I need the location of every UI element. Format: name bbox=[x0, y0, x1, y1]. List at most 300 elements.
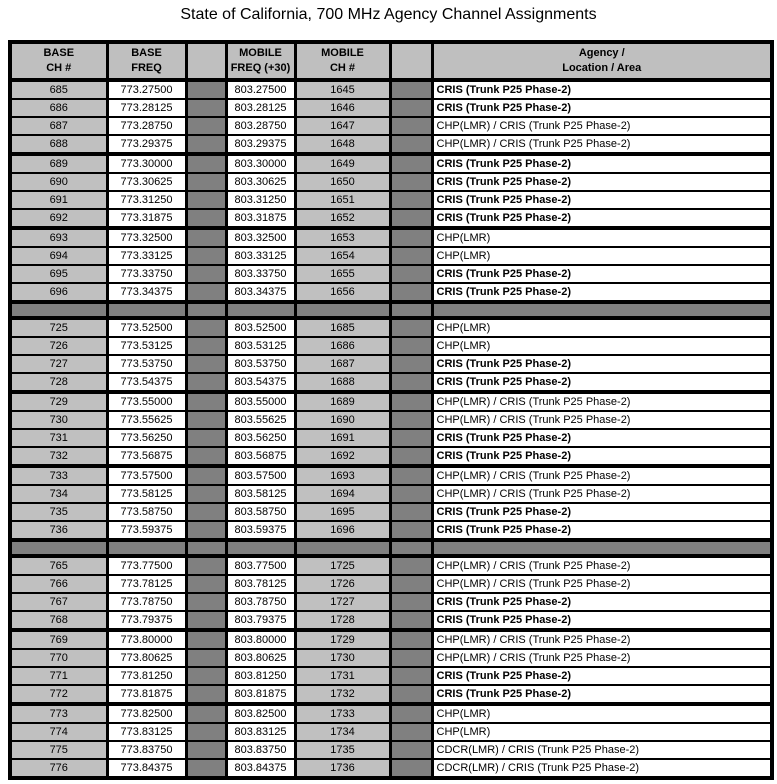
mobile-ch-cell: 1732 bbox=[295, 685, 390, 704]
column-header-base-freq bbox=[107, 42, 186, 80]
agency-cell: CRIS (Trunk P25 Phase-2) bbox=[432, 611, 772, 630]
base-ch-cell: 775 bbox=[10, 741, 107, 759]
mobile-freq-cell: 803.34375 bbox=[226, 283, 295, 302]
base-ch-cell: 728 bbox=[10, 373, 107, 392]
spacer-cell bbox=[390, 191, 432, 209]
agency-cell: CDCR(LMR) / CRIS (Trunk P25 Phase-2) bbox=[432, 741, 772, 759]
mobile-ch-cell: 1727 bbox=[295, 593, 390, 611]
base-ch-cell: 770 bbox=[10, 649, 107, 667]
spacer-cell bbox=[390, 575, 432, 593]
agency-cell: CHP(LMR) bbox=[432, 723, 772, 741]
mobile-ch-cell: 1725 bbox=[295, 556, 390, 575]
base-freq-cell: 773.27500 bbox=[107, 80, 186, 99]
spacer-cell bbox=[186, 411, 226, 429]
spacer-cell bbox=[186, 80, 226, 99]
page-title: State of California, 700 MHz Agency Channel Assignments bbox=[180, 6, 597, 23]
mobile-ch-cell: 1734 bbox=[295, 723, 390, 741]
mobile-freq-cell: 803.30625 bbox=[226, 173, 295, 191]
spacer-cell bbox=[186, 154, 226, 173]
channel-row bbox=[10, 503, 772, 521]
mobile-ch-cell: 1651 bbox=[295, 191, 390, 209]
channel-row bbox=[10, 283, 772, 302]
agency-cell: CHP(LMR) bbox=[432, 704, 772, 723]
agency-cell: CHP(LMR) / CRIS (Trunk P25 Phase-2) bbox=[432, 135, 772, 154]
separator-cell bbox=[432, 540, 772, 556]
base-freq-cell: 773.30625 bbox=[107, 173, 186, 191]
base-freq-cell: 773.77500 bbox=[107, 556, 186, 575]
agency-cell: CRIS (Trunk P25 Phase-2) bbox=[432, 80, 772, 99]
mobile-ch-cell: 1647 bbox=[295, 117, 390, 135]
separator-cell bbox=[10, 302, 107, 318]
channel-row bbox=[10, 575, 772, 593]
spacer-cell bbox=[186, 247, 226, 265]
base-freq-cell: 773.55625 bbox=[107, 411, 186, 429]
channel-row bbox=[10, 265, 772, 283]
mobile-ch-cell: 1695 bbox=[295, 503, 390, 521]
channel-row bbox=[10, 630, 772, 649]
base-freq-cell: 773.33750 bbox=[107, 265, 186, 283]
base-freq-cell: 773.56250 bbox=[107, 429, 186, 447]
spacer-cell bbox=[390, 685, 432, 704]
base-freq-cell: 773.59375 bbox=[107, 521, 186, 540]
separator-cell bbox=[295, 302, 390, 318]
channel-row bbox=[10, 228, 772, 247]
spacer-cell bbox=[390, 429, 432, 447]
spacer-cell bbox=[186, 723, 226, 741]
channel-row bbox=[10, 411, 772, 429]
separator-row bbox=[10, 540, 772, 556]
spacer-cell bbox=[186, 265, 226, 283]
channel-row bbox=[10, 191, 772, 209]
channel-row bbox=[10, 99, 772, 117]
spacer-cell bbox=[390, 667, 432, 685]
channel-row bbox=[10, 80, 772, 99]
spacer-cell bbox=[390, 611, 432, 630]
spacer-cell bbox=[186, 704, 226, 723]
mobile-freq-cell: 803.56875 bbox=[226, 447, 295, 466]
base-ch-cell: 691 bbox=[10, 191, 107, 209]
agency-cell: CRIS (Trunk P25 Phase-2) bbox=[432, 209, 772, 228]
channel-row bbox=[10, 611, 772, 630]
header-line: BASE bbox=[43, 47, 75, 59]
base-ch-cell: 771 bbox=[10, 667, 107, 685]
spacer-cell bbox=[186, 649, 226, 667]
mobile-ch-cell: 1687 bbox=[295, 355, 390, 373]
base-ch-cell: 689 bbox=[10, 154, 107, 173]
channel-row bbox=[10, 209, 772, 228]
mobile-freq-cell: 803.58750 bbox=[226, 503, 295, 521]
base-ch-cell: 729 bbox=[10, 392, 107, 411]
agency-cell: CRIS (Trunk P25 Phase-2) bbox=[432, 265, 772, 283]
spacer-cell bbox=[186, 503, 226, 521]
base-freq-cell: 773.81250 bbox=[107, 667, 186, 685]
spacer-cell bbox=[186, 741, 226, 759]
base-freq-cell: 773.53750 bbox=[107, 355, 186, 373]
base-ch-cell: 725 bbox=[10, 318, 107, 337]
channel-row bbox=[10, 247, 772, 265]
spacer-cell bbox=[390, 593, 432, 611]
mobile-ch-cell: 1733 bbox=[295, 704, 390, 723]
agency-cell: CRIS (Trunk P25 Phase-2) bbox=[432, 429, 772, 447]
channel-row bbox=[10, 373, 772, 392]
header-line: MOBILE bbox=[239, 47, 282, 59]
channel-row bbox=[10, 667, 772, 685]
mobile-freq-cell: 803.55000 bbox=[226, 392, 295, 411]
base-freq-cell: 773.58750 bbox=[107, 503, 186, 521]
mobile-freq-cell: 803.53125 bbox=[226, 337, 295, 355]
base-freq-cell: 773.84375 bbox=[107, 759, 186, 778]
header-line: Agency / bbox=[578, 47, 625, 59]
mobile-ch-cell: 1656 bbox=[295, 283, 390, 302]
spacer-cell bbox=[186, 373, 226, 392]
spacer-cell bbox=[390, 209, 432, 228]
agency-cell: CRIS (Trunk P25 Phase-2) bbox=[432, 521, 772, 540]
agency-cell: CHP(LMR) / CRIS (Trunk P25 Phase-2) bbox=[432, 392, 772, 411]
channel-row bbox=[10, 337, 772, 355]
mobile-ch-cell: 1648 bbox=[295, 135, 390, 154]
spacer-cell bbox=[390, 630, 432, 649]
base-ch-cell: 734 bbox=[10, 485, 107, 503]
separator-cell bbox=[186, 302, 226, 318]
mobile-ch-cell: 1731 bbox=[295, 667, 390, 685]
table-header-row bbox=[10, 42, 772, 80]
spacer-cell bbox=[186, 611, 226, 630]
agency-cell: CHP(LMR) bbox=[432, 247, 772, 265]
mobile-ch-cell: 1655 bbox=[295, 265, 390, 283]
spacer-cell bbox=[390, 411, 432, 429]
mobile-freq-cell: 803.78750 bbox=[226, 593, 295, 611]
mobile-freq-cell: 803.31875 bbox=[226, 209, 295, 228]
channel-row bbox=[10, 173, 772, 191]
base-ch-cell: 730 bbox=[10, 411, 107, 429]
separator-row bbox=[10, 302, 772, 318]
base-ch-cell: 692 bbox=[10, 209, 107, 228]
spacer-cell bbox=[186, 191, 226, 209]
mobile-freq-cell: 803.55625 bbox=[226, 411, 295, 429]
header-line: CH # bbox=[329, 62, 356, 74]
base-freq-cell: 773.80625 bbox=[107, 649, 186, 667]
agency-cell: CHP(LMR) / CRIS (Trunk P25 Phase-2) bbox=[432, 485, 772, 503]
base-freq-cell: 773.32500 bbox=[107, 228, 186, 247]
base-freq-cell: 773.78125 bbox=[107, 575, 186, 593]
spacer-cell bbox=[390, 649, 432, 667]
base-ch-cell: 731 bbox=[10, 429, 107, 447]
agency-cell: CHP(LMR) / CRIS (Trunk P25 Phase-2) bbox=[432, 466, 772, 485]
mobile-freq-cell: 803.54375 bbox=[226, 373, 295, 392]
table-body bbox=[10, 80, 772, 778]
channel-row bbox=[10, 741, 772, 759]
spacer-cell bbox=[390, 337, 432, 355]
spacer-cell bbox=[186, 429, 226, 447]
spacer-cell bbox=[186, 667, 226, 685]
base-freq-cell: 773.58125 bbox=[107, 485, 186, 503]
mobile-ch-cell: 1688 bbox=[295, 373, 390, 392]
agency-cell: CRIS (Trunk P25 Phase-2) bbox=[432, 283, 772, 302]
spacer-cell bbox=[390, 704, 432, 723]
base-freq-cell: 773.83750 bbox=[107, 741, 186, 759]
spacer-cell bbox=[390, 228, 432, 247]
agency-cell: CRIS (Trunk P25 Phase-2) bbox=[432, 593, 772, 611]
mobile-freq-cell: 803.83125 bbox=[226, 723, 295, 741]
mobile-freq-cell: 803.80000 bbox=[226, 630, 295, 649]
spacer-cell bbox=[186, 759, 226, 778]
agency-cell: CHP(LMR) / CRIS (Trunk P25 Phase-2) bbox=[432, 630, 772, 649]
base-ch-cell: 774 bbox=[10, 723, 107, 741]
spacer-cell bbox=[186, 447, 226, 466]
mobile-freq-cell: 803.84375 bbox=[226, 759, 295, 778]
mobile-freq-cell: 803.58125 bbox=[226, 485, 295, 503]
mobile-freq-cell: 803.81875 bbox=[226, 685, 295, 704]
mobile-freq-cell: 803.56250 bbox=[226, 429, 295, 447]
agency-cell: CRIS (Trunk P25 Phase-2) bbox=[432, 667, 772, 685]
spacer-cell bbox=[186, 593, 226, 611]
mobile-freq-cell: 803.78125 bbox=[226, 575, 295, 593]
base-freq-cell: 773.78750 bbox=[107, 593, 186, 611]
channel-row bbox=[10, 117, 772, 135]
base-ch-cell: 685 bbox=[10, 80, 107, 99]
base-ch-cell: 768 bbox=[10, 611, 107, 630]
mobile-freq-cell: 803.30000 bbox=[226, 154, 295, 173]
mobile-freq-cell: 803.59375 bbox=[226, 521, 295, 540]
header-line: FREQ (+30) bbox=[230, 62, 291, 74]
channel-row bbox=[10, 723, 772, 741]
separator-cell bbox=[186, 540, 226, 556]
spacer-cell bbox=[390, 247, 432, 265]
base-ch-cell: 688 bbox=[10, 135, 107, 154]
separator-cell bbox=[295, 540, 390, 556]
base-ch-cell: 766 bbox=[10, 575, 107, 593]
agency-cell: CHP(LMR) bbox=[432, 337, 772, 355]
spacer-cell bbox=[186, 556, 226, 575]
base-freq-cell: 773.81875 bbox=[107, 685, 186, 704]
mobile-ch-cell: 1726 bbox=[295, 575, 390, 593]
channel-row bbox=[10, 556, 772, 575]
agency-cell: CRIS (Trunk P25 Phase-2) bbox=[432, 355, 772, 373]
agency-cell: CHP(LMR) bbox=[432, 318, 772, 337]
base-freq-cell: 773.80000 bbox=[107, 630, 186, 649]
spacer-cell bbox=[390, 556, 432, 575]
agency-cell: CRIS (Trunk P25 Phase-2) bbox=[432, 191, 772, 209]
mobile-freq-cell: 803.77500 bbox=[226, 556, 295, 575]
mobile-ch-cell: 1649 bbox=[295, 154, 390, 173]
spacer-cell bbox=[390, 741, 432, 759]
mobile-freq-cell: 803.80625 bbox=[226, 649, 295, 667]
mobile-freq-cell: 803.52500 bbox=[226, 318, 295, 337]
header-line: Location / Area bbox=[562, 62, 642, 74]
mobile-ch-cell: 1692 bbox=[295, 447, 390, 466]
base-ch-cell: 726 bbox=[10, 337, 107, 355]
base-freq-cell: 773.53125 bbox=[107, 337, 186, 355]
base-ch-cell: 772 bbox=[10, 685, 107, 704]
header-line: CH # bbox=[46, 62, 72, 74]
agency-cell: CRIS (Trunk P25 Phase-2) bbox=[432, 685, 772, 704]
channel-row bbox=[10, 704, 772, 723]
mobile-ch-cell: 1728 bbox=[295, 611, 390, 630]
base-ch-cell: 776 bbox=[10, 759, 107, 778]
base-ch-cell: 690 bbox=[10, 173, 107, 191]
separator-cell bbox=[226, 302, 295, 318]
agency-cell: CRIS (Trunk P25 Phase-2) bbox=[432, 503, 772, 521]
separator-cell bbox=[10, 540, 107, 556]
mobile-freq-cell: 803.28750 bbox=[226, 117, 295, 135]
spacer-cell bbox=[390, 173, 432, 191]
mobile-ch-cell: 1685 bbox=[295, 318, 390, 337]
spacer-cell bbox=[390, 135, 432, 154]
channel-row bbox=[10, 593, 772, 611]
base-freq-cell: 773.30000 bbox=[107, 154, 186, 173]
mobile-ch-cell: 1653 bbox=[295, 228, 390, 247]
base-freq-cell: 773.29375 bbox=[107, 135, 186, 154]
agency-cell: CHP(LMR) / CRIS (Trunk P25 Phase-2) bbox=[432, 411, 772, 429]
spacer-cell bbox=[390, 99, 432, 117]
spacer-cell bbox=[186, 228, 226, 247]
agency-cell: CRIS (Trunk P25 Phase-2) bbox=[432, 154, 772, 173]
channel-row bbox=[10, 466, 772, 485]
spacer-cell bbox=[186, 630, 226, 649]
mobile-ch-cell: 1696 bbox=[295, 521, 390, 540]
spacer-cell bbox=[186, 337, 226, 355]
agency-cell: CDCR(LMR) / CRIS (Trunk P25 Phase-2) bbox=[432, 759, 772, 778]
base-freq-cell: 773.79375 bbox=[107, 611, 186, 630]
column-header-mobile-freq bbox=[226, 42, 295, 80]
spacer-cell bbox=[186, 485, 226, 503]
mobile-freq-cell: 803.28125 bbox=[226, 99, 295, 117]
spacer-cell bbox=[186, 135, 226, 154]
spacer-cell bbox=[186, 173, 226, 191]
separator-cell bbox=[390, 540, 432, 556]
base-freq-cell: 773.28750 bbox=[107, 117, 186, 135]
base-ch-cell: 733 bbox=[10, 466, 107, 485]
mobile-freq-cell: 803.32500 bbox=[226, 228, 295, 247]
column-header-agency bbox=[432, 42, 772, 80]
spacer-cell bbox=[390, 466, 432, 485]
base-ch-cell: 695 bbox=[10, 265, 107, 283]
base-freq-cell: 773.33125 bbox=[107, 247, 186, 265]
spacer-cell bbox=[390, 485, 432, 503]
mobile-freq-cell: 803.33750 bbox=[226, 265, 295, 283]
mobile-ch-cell: 1730 bbox=[295, 649, 390, 667]
mobile-ch-cell: 1646 bbox=[295, 99, 390, 117]
mobile-freq-cell: 803.29375 bbox=[226, 135, 295, 154]
spacer-cell bbox=[186, 355, 226, 373]
mobile-ch-cell: 1654 bbox=[295, 247, 390, 265]
base-freq-cell: 773.57500 bbox=[107, 466, 186, 485]
mobile-freq-cell: 803.82500 bbox=[226, 704, 295, 723]
column-header-spacer-1 bbox=[186, 42, 226, 80]
base-ch-cell: 732 bbox=[10, 447, 107, 466]
channel-row bbox=[10, 485, 772, 503]
base-ch-cell: 735 bbox=[10, 503, 107, 521]
base-freq-cell: 773.28125 bbox=[107, 99, 186, 117]
spacer-cell bbox=[186, 685, 226, 704]
header-line: BASE bbox=[131, 47, 162, 59]
mobile-ch-cell: 1735 bbox=[295, 741, 390, 759]
base-ch-cell: 694 bbox=[10, 247, 107, 265]
spacer-cell bbox=[390, 283, 432, 302]
separator-cell bbox=[226, 540, 295, 556]
spacer-cell bbox=[390, 355, 432, 373]
agency-cell: CRIS (Trunk P25 Phase-2) bbox=[432, 373, 772, 392]
channel-row bbox=[10, 685, 772, 704]
spacer-cell bbox=[186, 283, 226, 302]
spacer-cell bbox=[390, 373, 432, 392]
mobile-ch-cell: 1652 bbox=[295, 209, 390, 228]
channel-row bbox=[10, 521, 772, 540]
channel-row bbox=[10, 355, 772, 373]
agency-cell: CHP(LMR) bbox=[432, 228, 772, 247]
base-ch-cell: 693 bbox=[10, 228, 107, 247]
mobile-ch-cell: 1694 bbox=[295, 485, 390, 503]
mobile-ch-cell: 1645 bbox=[295, 80, 390, 99]
channel-row bbox=[10, 318, 772, 337]
separator-cell bbox=[107, 540, 186, 556]
base-ch-cell: 696 bbox=[10, 283, 107, 302]
mobile-freq-cell: 803.33125 bbox=[226, 247, 295, 265]
mobile-freq-cell: 803.57500 bbox=[226, 466, 295, 485]
spacer-cell bbox=[390, 318, 432, 337]
base-freq-cell: 773.82500 bbox=[107, 704, 186, 723]
mobile-ch-cell: 1691 bbox=[295, 429, 390, 447]
mobile-ch-cell: 1736 bbox=[295, 759, 390, 778]
column-header-spacer-2 bbox=[390, 42, 432, 80]
spacer-cell bbox=[186, 209, 226, 228]
mobile-freq-cell: 803.27500 bbox=[226, 80, 295, 99]
base-ch-cell: 767 bbox=[10, 593, 107, 611]
base-ch-cell: 773 bbox=[10, 704, 107, 723]
agency-cell: CHP(LMR) / CRIS (Trunk P25 Phase-2) bbox=[432, 117, 772, 135]
agency-cell: CHP(LMR) / CRIS (Trunk P25 Phase-2) bbox=[432, 556, 772, 575]
column-header-base-ch bbox=[10, 42, 107, 80]
base-ch-cell: 736 bbox=[10, 521, 107, 540]
channel-row bbox=[10, 447, 772, 466]
separator-cell bbox=[432, 302, 772, 318]
channel-assignments-table bbox=[8, 40, 774, 780]
base-ch-cell: 727 bbox=[10, 355, 107, 373]
mobile-ch-cell: 1650 bbox=[295, 173, 390, 191]
channel-row bbox=[10, 649, 772, 667]
agency-cell: CHP(LMR) / CRIS (Trunk P25 Phase-2) bbox=[432, 575, 772, 593]
mobile-ch-cell: 1690 bbox=[295, 411, 390, 429]
spacer-cell bbox=[390, 154, 432, 173]
mobile-ch-cell: 1693 bbox=[295, 466, 390, 485]
mobile-ch-cell: 1729 bbox=[295, 630, 390, 649]
spacer-cell bbox=[390, 759, 432, 778]
mobile-freq-cell: 803.31250 bbox=[226, 191, 295, 209]
mobile-freq-cell: 803.53750 bbox=[226, 355, 295, 373]
agency-cell: CRIS (Trunk P25 Phase-2) bbox=[432, 173, 772, 191]
spacer-cell bbox=[390, 265, 432, 283]
spacer-cell bbox=[390, 80, 432, 99]
spacer-cell bbox=[390, 503, 432, 521]
spacer-cell bbox=[186, 392, 226, 411]
spacer-cell bbox=[390, 521, 432, 540]
spacer-cell bbox=[186, 99, 226, 117]
channel-row bbox=[10, 392, 772, 411]
spacer-cell bbox=[390, 392, 432, 411]
base-freq-cell: 773.54375 bbox=[107, 373, 186, 392]
base-freq-cell: 773.31875 bbox=[107, 209, 186, 228]
base-freq-cell: 773.52500 bbox=[107, 318, 186, 337]
mobile-freq-cell: 803.81250 bbox=[226, 667, 295, 685]
base-ch-cell: 765 bbox=[10, 556, 107, 575]
spacer-cell bbox=[186, 575, 226, 593]
base-ch-cell: 687 bbox=[10, 117, 107, 135]
base-ch-cell: 769 bbox=[10, 630, 107, 649]
spacer-cell bbox=[186, 117, 226, 135]
separator-cell bbox=[107, 302, 186, 318]
base-freq-cell: 773.34375 bbox=[107, 283, 186, 302]
spacer-cell bbox=[390, 117, 432, 135]
